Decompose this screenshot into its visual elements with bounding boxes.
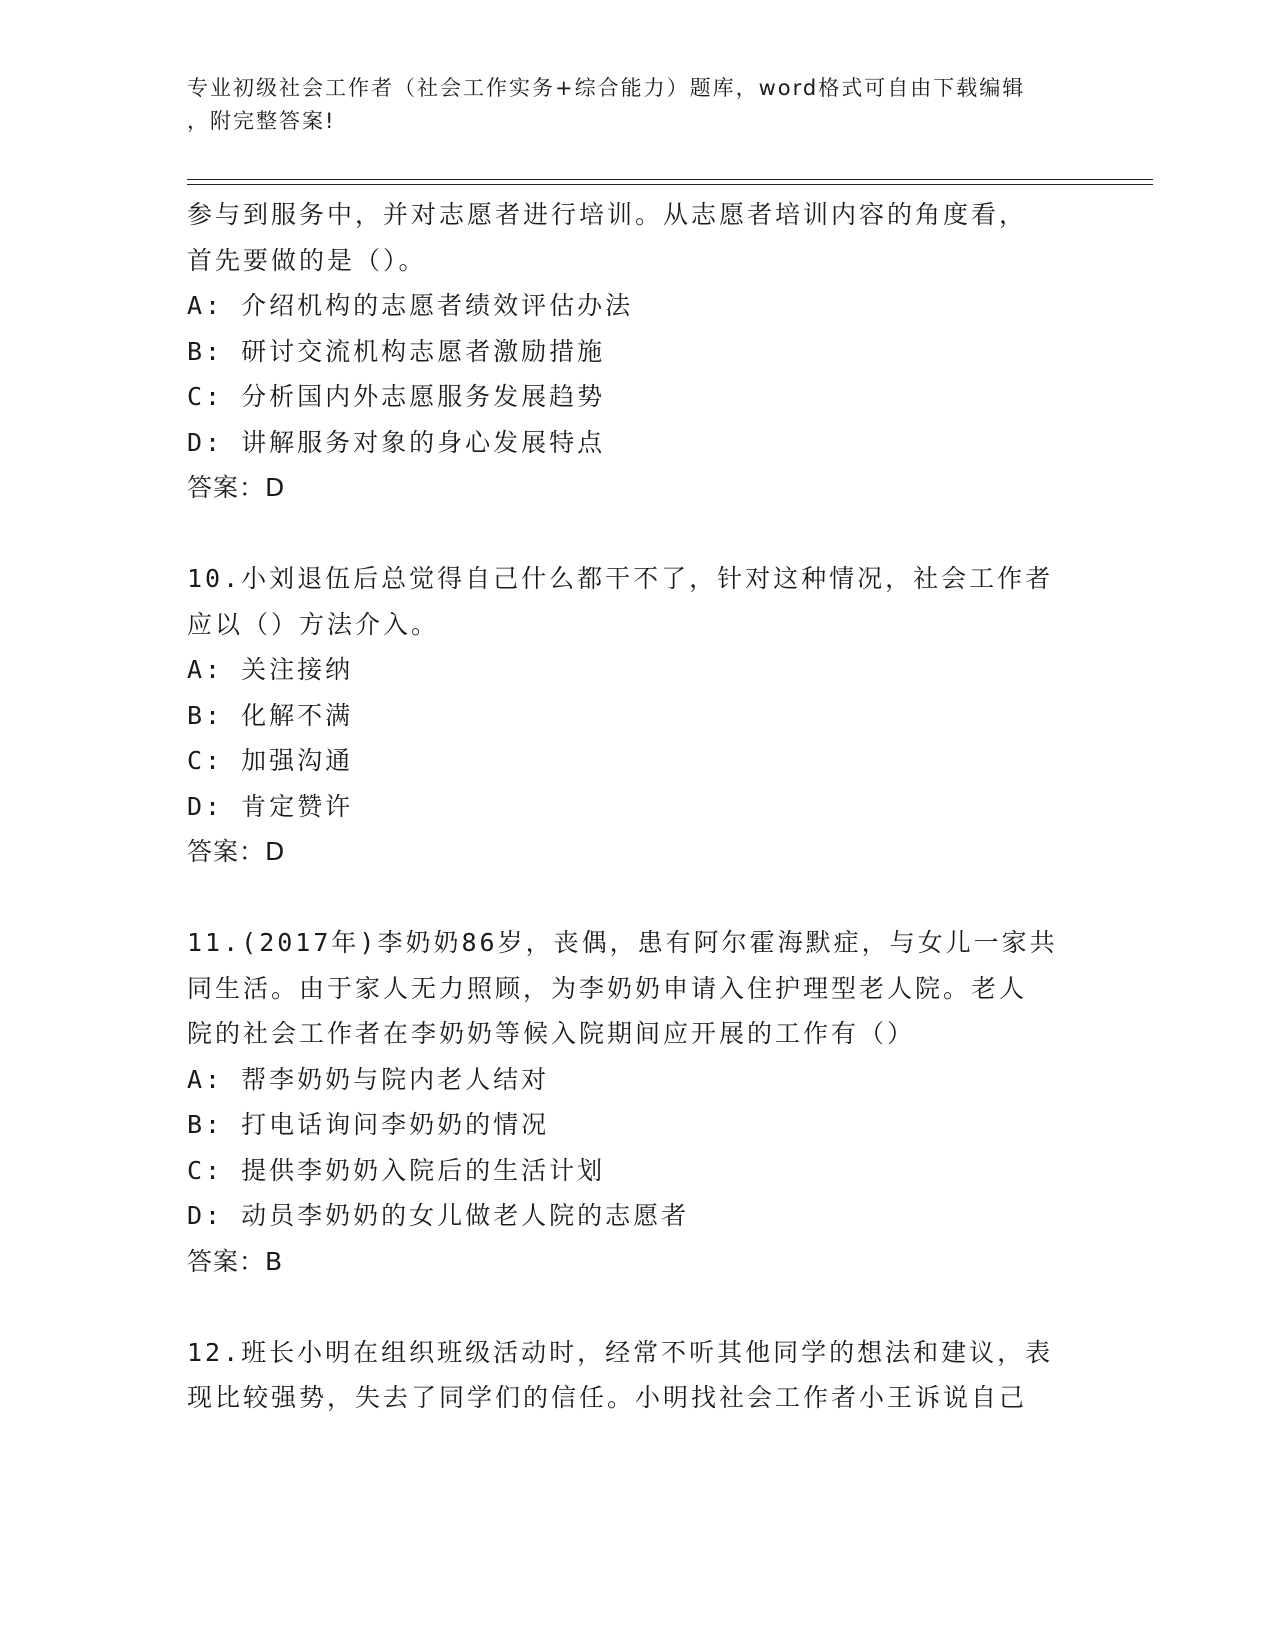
option-b: B: 研讨交流机构志愿者激励措施 (187, 336, 606, 366)
question-text: 11.(2017年)李奶奶86岁，丧偶，患有阿尔霍海默症，与女儿一家共 (187, 928, 1058, 957)
question-text: 院的社会工作者在李奶奶等候入院期间应开展的工作有（） (187, 1019, 916, 1048)
question-text: 现比较强势，失去了同学们的信任。小明找社会工作者小王诉说自己 (187, 1383, 1028, 1412)
option-b: B: 打电话询问李奶奶的情况 (187, 1110, 550, 1139)
option-c: C: 分析国内外志愿服务发展趋势 (187, 382, 606, 411)
header-divider-top (187, 179, 1153, 180)
option-a: A: 帮李奶奶与院内老人结对 (187, 1064, 550, 1094)
option-d: D: 肯定赞许 (187, 791, 354, 821)
question-text: 参与到服务中，并对志愿者进行培训。从志愿者培训内容的角度看， (187, 200, 1028, 229)
question-10 (187, 556, 1087, 875)
header-line-1: 专业初级社会工作者（社会工作实务+综合能力）题库，word格式可自由下载编辑 (187, 76, 1026, 100)
question-text: 首先要做的是（）。 (187, 245, 427, 275)
answer: 答案：B (187, 1246, 284, 1276)
question-11 (187, 920, 1087, 1284)
option-a: A: 关注接纳 (187, 655, 354, 684)
question-9 (187, 192, 1087, 511)
option-d: D: 动员李奶奶的女儿做老人院的志愿者 (187, 1201, 690, 1230)
document-header (187, 72, 1087, 138)
question-12 (187, 1330, 1087, 1421)
option-b: B: 化解不满 (187, 700, 354, 730)
spacer (187, 511, 1087, 557)
option-c: C: 提供李奶奶入院后的生活计划 (187, 1155, 606, 1185)
spacer (187, 875, 1087, 921)
answer: 答案：D (187, 473, 286, 502)
option-a: A: 介绍机构的志愿者绩效评估办法 (187, 291, 634, 320)
question-text: 同生活。由于家人无力照顾，为李奶奶申请入住护理型老人院。老人 (187, 973, 1028, 1003)
header-line-2: ，附完整答案! (187, 109, 336, 133)
spacer (187, 1284, 1087, 1330)
header-divider-bottom (187, 184, 1153, 185)
question-text: 12.班长小明在组织班级活动时，经常不听其他同学的想法和建议，表 (187, 1337, 1054, 1367)
question-text: 10.小刘退伍后总觉得自己什么都干不了，针对这种情况，社会工作者 (187, 564, 1054, 593)
option-c: C: 加强沟通 (187, 746, 354, 775)
option-d: D: 讲解服务对象的身心发展特点 (187, 427, 606, 457)
question-text: 应以（）方法介入。 (187, 609, 440, 639)
document-body (187, 192, 1087, 1421)
answer: 答案：D (187, 837, 286, 866)
